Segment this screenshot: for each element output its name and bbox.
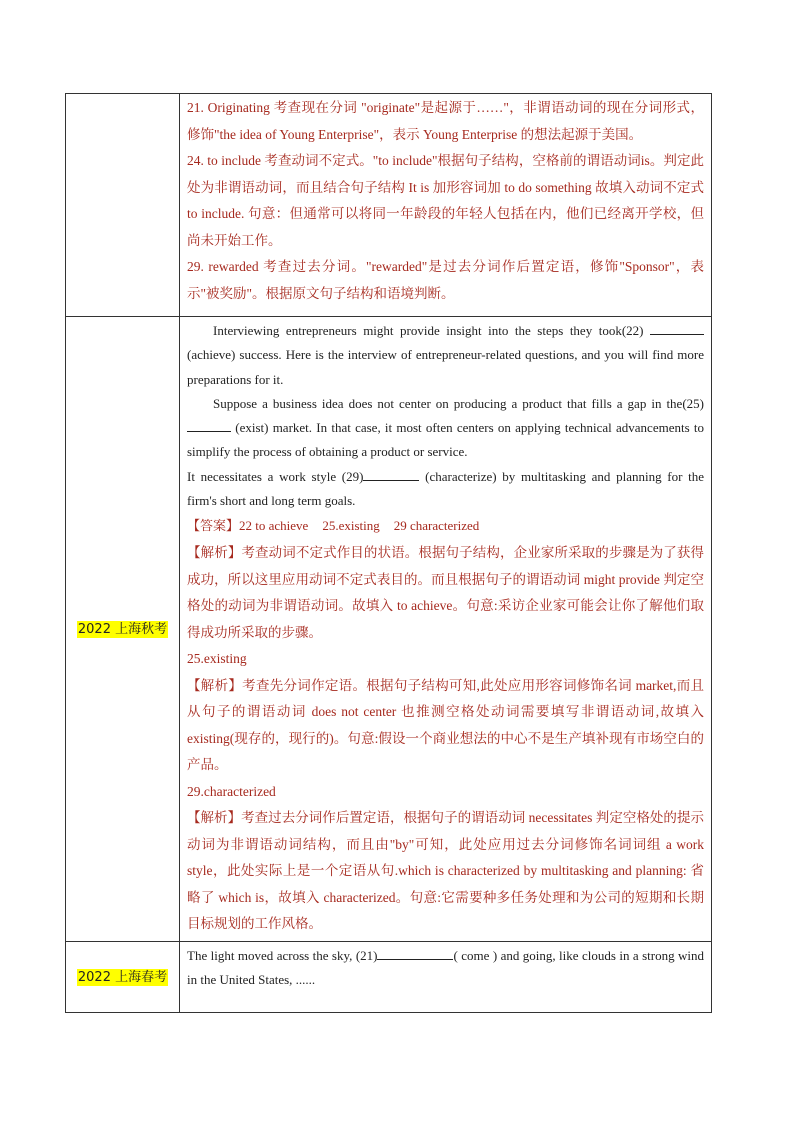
exam-label-badge: 2022 上海秋考 (77, 621, 168, 637)
row-label-cell (66, 94, 180, 317)
blank-25 (187, 419, 231, 432)
analysis-paragraph: 【解析】考查动词不定式作目的状语。根据句子结构，企业家所采取的步骤是为了获得成功，所以这里应用动词不定式表目的。而且根据句子的谓语动词 might provide 判定空格处的动词为非谓语动词。故填入 to achieve。句意:采访企业家可能会让你了解他们取得成功所采取的步骤。 (187, 545, 705, 640)
passage-paragraph: It necessitates a work style (29) (characterize) by multitasking and planning for the firm's short and long term goals. (187, 468, 704, 509)
answer-item: 25.existing (322, 518, 380, 534)
analysis-heading: 29.characterized (187, 783, 276, 799)
analysis-tag: 【解析】 (187, 545, 242, 562)
analysis-paragraph: 【解析】考查过去分词作后置定语，根据句子的谓语动词 necessitates 判定空格处的提示动词为非谓语动词结构，而且由"by"可知，此处应用过去分词修饰名词词组 a work style，此处实际上是一个定语从句.which is characterized by multitasking and planning: 省略了 which is，故填入 characterized。句意:它需要种多任务处理和为公司的短期和长期目标规划的工作风格。 (187, 810, 704, 932)
exam-label-badge: 2022 上海春考 (77, 969, 168, 985)
answer-item: 22 to achieve (239, 518, 309, 534)
blank-29 (363, 468, 419, 481)
row-content-cell (180, 317, 712, 942)
note-paragraph: 29. rewarded 考查过去分词。"rewarded"是过去分词作后置定语，修饰"Sponsor"，表示"被奖励"。根据原文句子结构和语境判断。 (187, 259, 704, 301)
note-paragraph: 21. Originating 考查现在分词 "originate"是起源于……"，非谓语动词的现在分词形式，修饰"the idea of Young Enterprise"，表示 Young Enterprise 的想法起源于美国。 (187, 100, 704, 142)
exam-notes-table (65, 93, 712, 1013)
table-row (66, 941, 712, 1012)
row-label-cell (66, 317, 180, 942)
table-row (66, 317, 712, 942)
passage-paragraph: The light moved across the sky, (21) ( come ) and going, like clouds in a strong wind in the United States, ...... (187, 947, 705, 988)
analysis-heading: 25.existing (187, 651, 247, 667)
analysis-tag: 【解析】 (187, 810, 242, 827)
passage-paragraph: Interviewing entrepreneurs might provide insight into the steps they took(22) (achieve) success. Here is the interview of entrepreneur-related questions, and you will find more preparations for it. (187, 323, 704, 387)
analysis-tag: 【解析】 (187, 677, 243, 694)
passage-paragraph: Suppose a business idea does not center on producing a product that fills a gap in the(25) (exist) market. In that case, it most often centers on applying technical advancements to simplify the process of obtaining a product or service. (187, 395, 705, 460)
analysis-paragraph: 【解析】考查先分词作定语。根据句子结构可知,此处应用形容词修饰名词 market,而且从句子的谓语动词 does not center 也推测空格处动词需要填写非谓语动词,故填入 existing(现存的，现行的)。句意:假设一个商业想法的中心不是生产填补现有市场空白的产品。 (187, 677, 704, 773)
answer-item: 29 characterized (393, 518, 480, 534)
blank-21 (377, 947, 453, 960)
row-content-cell (180, 94, 712, 317)
row-label-cell (66, 941, 180, 1012)
answer-line (187, 513, 704, 540)
answer-tag: 【答案】 (187, 519, 240, 535)
note-paragraph: 24. to include 考查动词不定式。"to include"根据句子结构，空格前的谓语动词is。判定此处为非谓语动词，而且结合句子结构 It is 加形容词加 to do something 故填入动词不定式 to include. 句意：但通常可以将同一年龄段的年轻人包括在内，他们已经离开学校，但尚未开始工作。 (187, 153, 704, 248)
blank-22 (650, 322, 704, 335)
table-row (66, 94, 712, 317)
row-content-cell (180, 941, 712, 1012)
